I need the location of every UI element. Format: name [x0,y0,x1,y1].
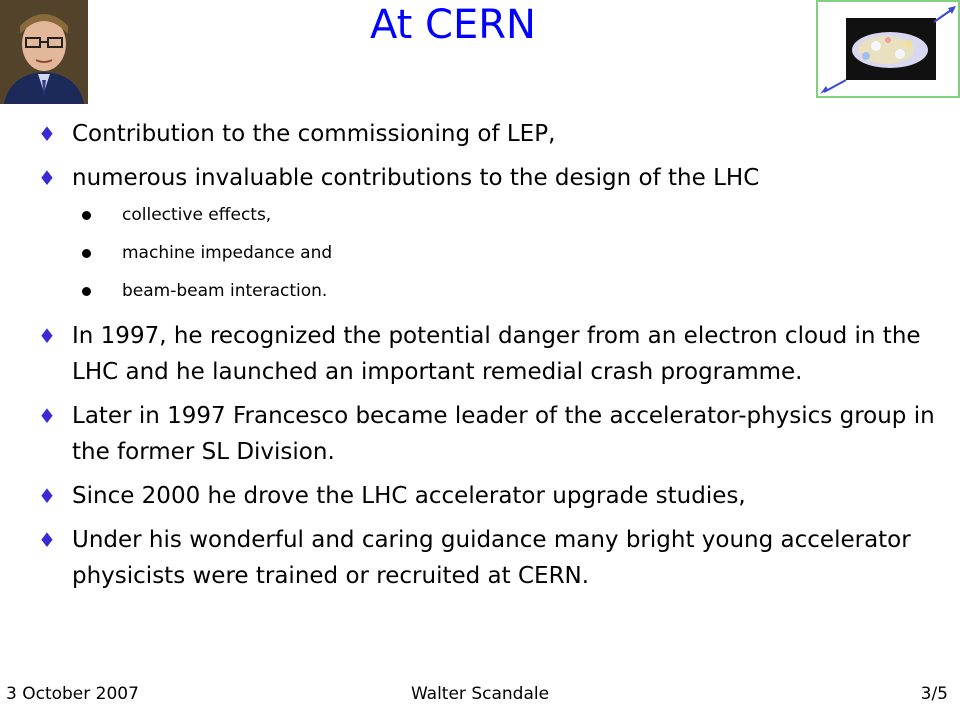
diamond-bullet-icon: ♦ [38,484,56,508]
bullet-item [38,522,938,594]
page-number: 3/5 [920,684,948,704]
footer-author: Walter Scandale [410,684,550,704]
dot-bullet-icon [82,211,91,220]
slide-title: At CERN [370,2,536,48]
sub-bullet-text: collective effects, [122,205,272,225]
diamond-bullet-icon: ♦ [38,166,56,190]
bullet-item [38,318,938,390]
bullet-item [38,478,938,514]
bullet-text: numerous invaluable contributions to the design of the LHC [72,165,760,191]
particle-collision-image [816,0,960,98]
dot-bullet-icon [82,249,91,258]
dot-bullet-icon [82,287,91,296]
sub-bullet-text: machine impedance and [122,243,333,263]
bullet-text: In 1997, he recognized the potential danger from an electron cloud in the LHC and he launched an important remedial crash programme. [72,323,921,385]
sub-bullet-text: beam-beam interaction. [122,281,328,301]
sub-bullet-item [38,272,938,310]
bullet-list [38,116,938,594]
diamond-bullet-icon: ♦ [38,122,56,146]
sub-bullet-item [38,234,938,272]
footer-date: 3 October 2007 [6,684,139,704]
sub-bullet-item [38,196,938,234]
bullet-item [38,398,938,470]
bullet-item [38,116,938,152]
bullet-text: Under his wonderful and caring guidance many bright young accelerator physicists were trained or recruited at CERN. [72,527,911,589]
bullet-text: Contribution to the commissioning of LEP, [72,121,556,147]
bullet-text: Later in 1997 Francesco became leader of the accelerator-physics group in the former SL Division. [72,403,935,465]
diamond-bullet-icon: ♦ [38,404,56,428]
bullet-item [38,160,938,196]
diamond-bullet-icon: ♦ [38,324,56,348]
diamond-bullet-icon: ♦ [38,528,56,552]
bullet-text: Since 2000 he drove the LHC accelerator upgrade studies, [72,483,746,509]
